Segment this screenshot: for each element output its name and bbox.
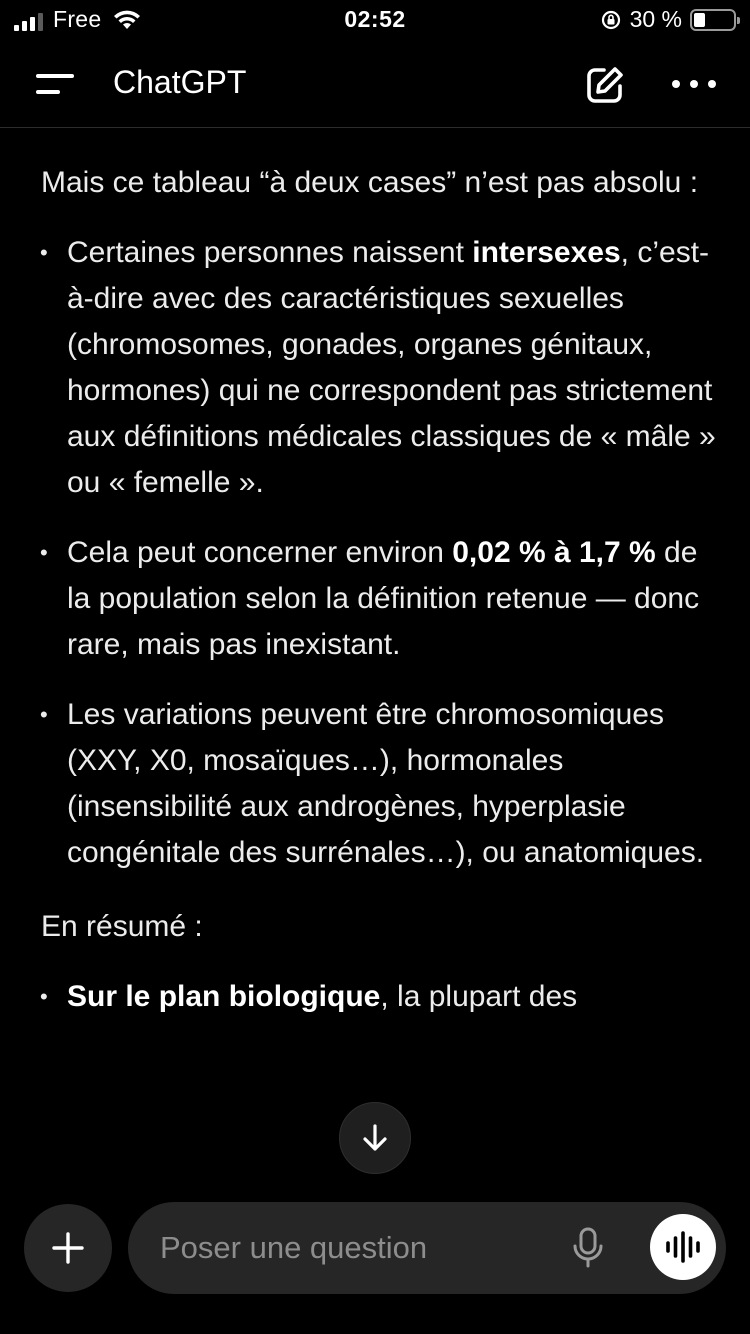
microphone-icon[interactable] [568, 1224, 608, 1272]
carrier-name: Free [53, 6, 102, 32]
menu-icon[interactable] [36, 70, 76, 98]
battery-icon [690, 9, 736, 31]
plus-icon [51, 1231, 85, 1265]
more-icon[interactable] [672, 72, 716, 96]
orientation-lock-icon [600, 9, 622, 31]
message-input[interactable] [160, 1224, 560, 1272]
assistant-message [41, 86, 716, 1044]
bullet-list [41, 230, 716, 876]
list-item: • Les variations peuvent être chromosomiques (XXY, X0, mosaïques…), hormonales (insensibilité aux androgènes, hyperplasie congénitale des surrénales…), ou anatomiques. [41, 692, 716, 876]
battery-percent: 30 % [629, 6, 682, 32]
status-time: 02:52 [344, 6, 406, 32]
voice-mode-icon [663, 1230, 703, 1264]
app-header [0, 42, 750, 128]
app-title: ChatGPT [113, 64, 247, 100]
list-item: • Sur le plan biologique, la plupart des [41, 974, 716, 1020]
add-button[interactable] [24, 1204, 112, 1292]
voice-mode-button[interactable] [650, 1214, 716, 1280]
battery-fill [694, 13, 705, 27]
edit-icon[interactable] [584, 64, 626, 106]
arrow-down-icon [360, 1122, 390, 1154]
list-item: • Cela peut concerner environ 0,02 % à 1,7 % de la population selon la définition retenue — donc rare, mais pas inexistant. [41, 530, 716, 668]
status-bar [0, 0, 750, 42]
scroll-down-button[interactable] [339, 1102, 411, 1174]
message-input-box [128, 1202, 726, 1294]
chat-area [0, 128, 750, 1186]
status-right [600, 6, 736, 33]
summary-list [41, 974, 716, 1020]
list-item: • Certaines personnes naissent intersexes, c’est-à-dire avec des caractéristiques sexuelles (chromosomes, gonades, organes génitaux, hormones) qui ne correspondent pas strictement aux définitions médicales classiques de « mâle » ou « femelle ». [41, 230, 716, 506]
composer [0, 1186, 750, 1334]
intro-paragraph: Mais ce tableau “à deux cases” n’est pas absolu : [41, 166, 699, 199]
summary-heading: En résumé : [41, 910, 203, 943]
